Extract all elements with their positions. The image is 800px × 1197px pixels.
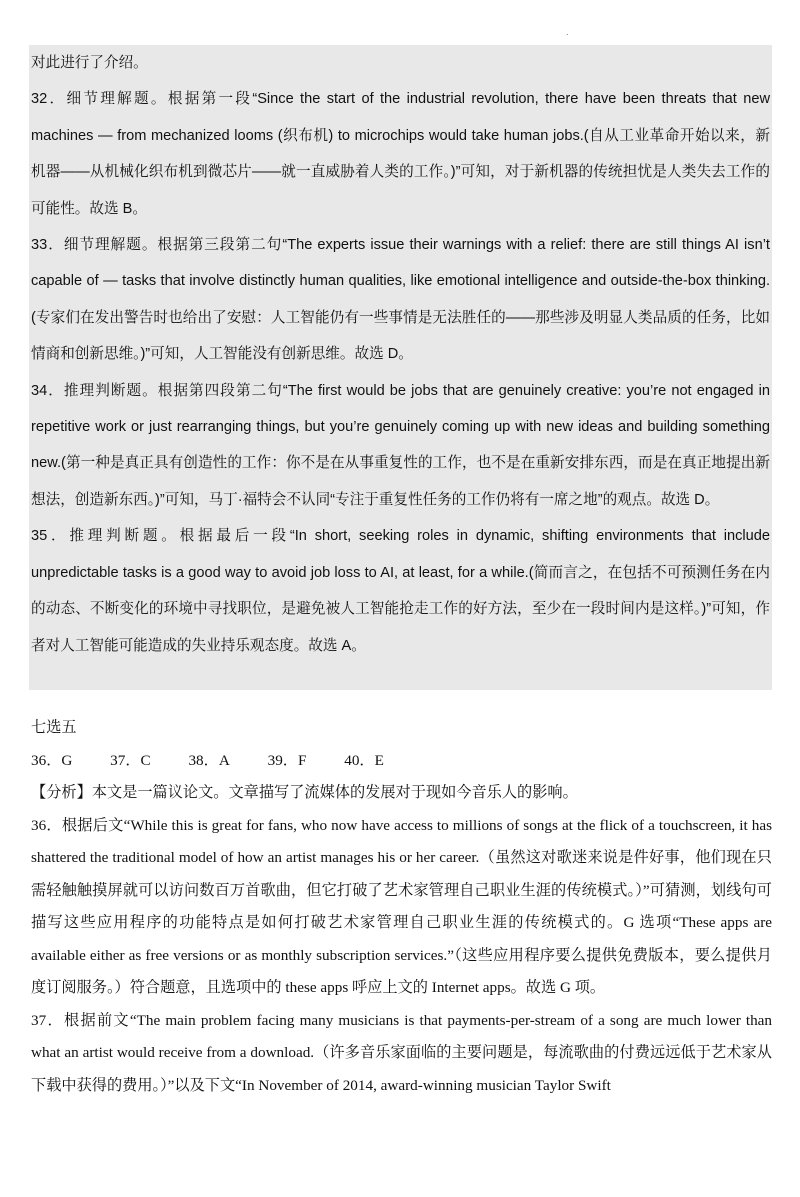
question-34-explanation: 34．推理判断题。根据第四段第二句“The first would be jobs that are genuinely creative: you’re not engaged in repetitive work or just rearranging things, but you’re genuinely coming up with new ideas and building something new.(第一种是真正具有创造性的工作：你不是在从事重复性的工作，也不是在重新安排东西，而是在真正地提出新想法，创造新东西。)”可知，马丁·福特会不认同“专注于重复性任务的工作仍将有一席之地”的观点。故选 D。: [31, 382, 770, 508]
seven-choose-five-section: [29, 712, 774, 1102]
answer-38: 38．A: [188, 751, 230, 769]
question-35-explanation: 35．推理判断题。根据最后一段“In short, seeking roles in dynamic, shifting environments that include unpredictable tasks is a good way to avoid job loss to AI, at least, for a while.(简而言之，在包括不可预测任务在内的动态、不断变化的环境中寻找职位，是避免被人工智能抢走工作的好方法，至少在一段时间内是这样。)”可知，作者对人工智能可能造成的失业持乐观态度。故选 A。: [31, 528, 770, 654]
question-37-explanation: 37．根据前文“The main problem facing many musicians is that payments-per-stream of a song are much lower than what an artist would receive from a download.（许多音乐家面临的主要问题是，每流歌曲的付费远远低于艺术家从下载中获得的费用。）”以及下文“In November of 2014, award-winning musician Taylor Swift: [31, 1011, 772, 1094]
analysis: 【分析】本文是一篇议论文。文章描写了流媒体的发展对于现如今音乐人的影响。: [31, 784, 578, 801]
answer-37: 37．C: [110, 751, 151, 769]
question-36-explanation: 36．根据后文“While this is great for fans, who now have access to millions of songs at the flick of a touchscreen, it has shattered the traditional model of how an artist manages his or her career.（虽然这对歌迷来说是件好事，他们现在只需轻触触摸屏就可以访问数百万首歌曲，但它打破了艺术家管理自己职业生涯的传统模式。）”可猜测，划线句可描写这些应用程序的功能特点是如何打破艺术家管理自己职业生涯的传统模式的。G 选项“These apps are available either as free versions or as monthly subscription services.”（这些应用程序要么提供免费版本，要么提供月度订阅服务。）符合题意，且选项中的 these apps 呼应上文的 Internet apps。故选 G 项。: [31, 816, 772, 996]
page-corner-mark: .: [566, 28, 569, 37]
answer-key: [29, 745, 774, 778]
explanation-block-shaded: [29, 45, 772, 690]
answer-40: 40．E: [344, 751, 384, 769]
question-33-explanation: 33．细节理解题。根据第三段第二句“The experts issue their warnings with a relief: there are still things AI isn’t capable of — tasks that involve distinctly human qualities, like emotional intelligence and outside-the-box thinking.(专家们在发出警告时也给出了安慰：人工智能仍有一些事情是无法胜任的——那些涉及明显人类品质的任务，比如情商和创新思维。)”可知，人工智能没有创新思维。故选 D。: [31, 237, 770, 363]
question-32-explanation: 32．细节理解题。根据第一段“Since the start of the industrial revolution, there have been threats that new machines — from mechanized looms (织布机) to microchips would take human jobs.(自从工业革命开始以来，新机器——从机械化织布机到微芯片——就一直威胁着人类的工作。)”可知，对于新机器的传统担忧是人类失去工作的可能性。故选 B。: [31, 91, 770, 217]
section-heading: 七选五: [31, 719, 77, 736]
intro-tail: 对此进行了介绍。: [31, 55, 148, 71]
answer-36: 36．G: [31, 751, 73, 769]
answer-39: 39．F: [267, 751, 307, 769]
